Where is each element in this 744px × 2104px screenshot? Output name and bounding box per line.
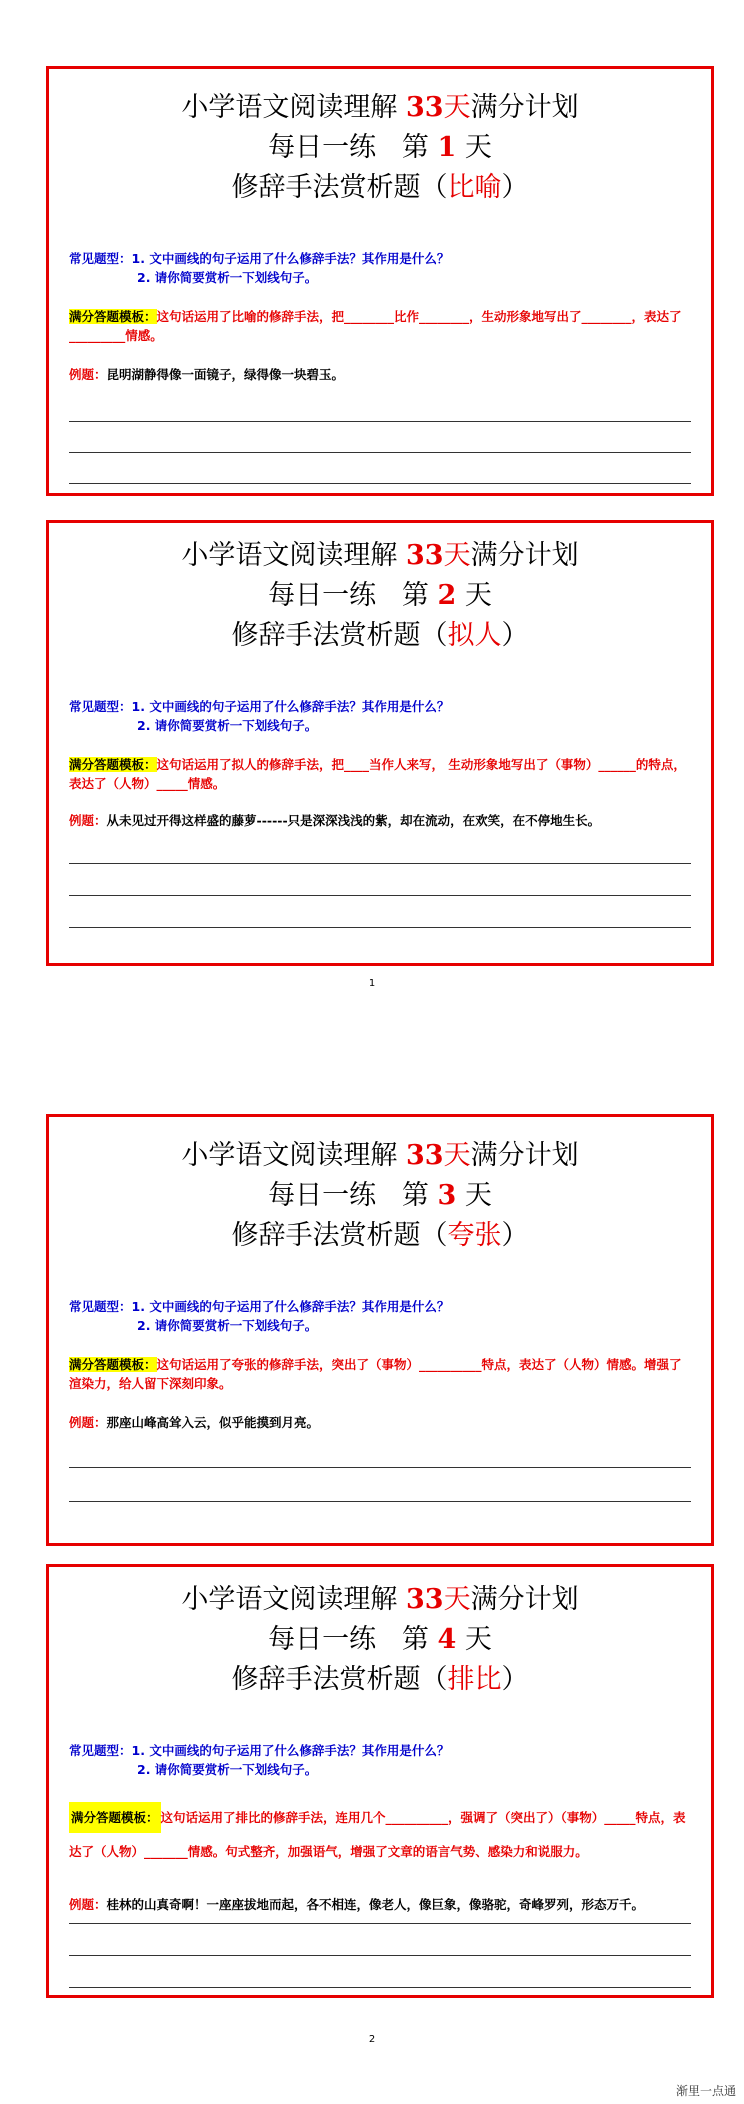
example: 例题：从未见过开得这样盛的藤萝------只是深深浅浅的紫，却在流动，在欢笑，在不停地生长。 (69, 813, 601, 828)
topic-line: 修辞手法赏析题（排比） (231, 1664, 529, 1695)
card-day-1 (46, 66, 714, 496)
answer-template: 满分答题模板： 这句话运用了排比的修辞手法，连用几个__________，强调了（突出了）（事物）_____特点，表达了（人物）_______情感。句式整齐，加强语气，增强了文章的语言气势、感染力和说服力。 (69, 1801, 691, 1869)
card-day-3 (46, 1114, 714, 1546)
answer-line (69, 1467, 691, 1468)
question-types: 常见题型：1. 文中画线的句子运用了什么修辞手法？其作用是什么？ 2. 请你简要赏析一下划线句子。 (69, 251, 450, 285)
topic-line: 修辞手法赏析题（夸张） (231, 1220, 529, 1251)
watermark-text: 渐里一点通 (675, 2084, 736, 2098)
answer-line (69, 1955, 691, 1956)
day-line: 每日一练 第 1 天 (268, 132, 492, 163)
answer-line (69, 1987, 691, 1988)
topic-line: 修辞手法赏析题（拟人） (231, 620, 529, 651)
question-types: 常见题型：1. 文中画线的句子运用了什么修辞手法？其作用是什么？ 2. 请你简要赏析一下划线句子。 (69, 699, 450, 733)
answer-line (69, 1923, 691, 1924)
answer-line (69, 895, 691, 896)
plan-title: 小学语文阅读理解 33天满分计划 (181, 540, 579, 571)
card-day-4 (46, 1564, 714, 1998)
plan-title: 小学语文阅读理解 33天满分计划 (181, 92, 579, 123)
example: 例题：桂林的山真奇啊！一座座拔地而起，各不相连，像老人，像巨象，像骆驼，奇峰罗列，形态万千。 (69, 1897, 645, 1912)
day-line: 每日一练 第 3 天 (268, 1180, 492, 1211)
answer-template: 满分答题模板：这句话运用了拟人的修辞手法，把____当作人来写， 生动形象地写出了（事物）______的特点，表达了（人物）_____情感。 (69, 757, 686, 791)
day-line: 每日一练 第 4 天 (268, 1624, 492, 1655)
answer-template: 满分答题模板：这句话运用了比喻的修辞手法，把________比作________，生动形象地写出了________，表达了_________情感。 (69, 309, 682, 343)
topic-line: 修辞手法赏析题（比喻） (231, 172, 529, 203)
card-day-2 (46, 520, 714, 966)
question-types: 常见题型：1. 文中画线的句子运用了什么修辞手法？其作用是什么？ 2. 请你简要赏析一下划线句子。 (69, 1743, 450, 1777)
page-number: 2 (368, 2034, 376, 2045)
page-number: 1 (368, 978, 376, 989)
plan-title: 小学语文阅读理解 33天满分计划 (181, 1584, 579, 1615)
answer-line (69, 863, 691, 864)
example: 例题：那座山峰高耸入云，似乎能摸到月亮。 (69, 1415, 320, 1430)
example: 例题：昆明湖静得像一面镜子，绿得像一块碧玉。 (69, 367, 345, 382)
answer-line (69, 452, 691, 453)
plan-title: 小学语文阅读理解 33天满分计划 (181, 1140, 579, 1171)
answer-line (69, 483, 691, 484)
answer-template: 满分答题模板：这句话运用了夸张的修辞手法，突出了（事物）__________特点，表达了（人物）情感。增强了渲染力，给人留下深刻印象。 (69, 1357, 682, 1391)
day-line: 每日一练 第 2 天 (268, 580, 492, 611)
question-types: 常见题型：1. 文中画线的句子运用了什么修辞手法？其作用是什么？ 2. 请你简要赏析一下划线句子。 (69, 1299, 450, 1333)
answer-line (69, 927, 691, 928)
answer-line (69, 1501, 691, 1502)
answer-line (69, 421, 691, 422)
